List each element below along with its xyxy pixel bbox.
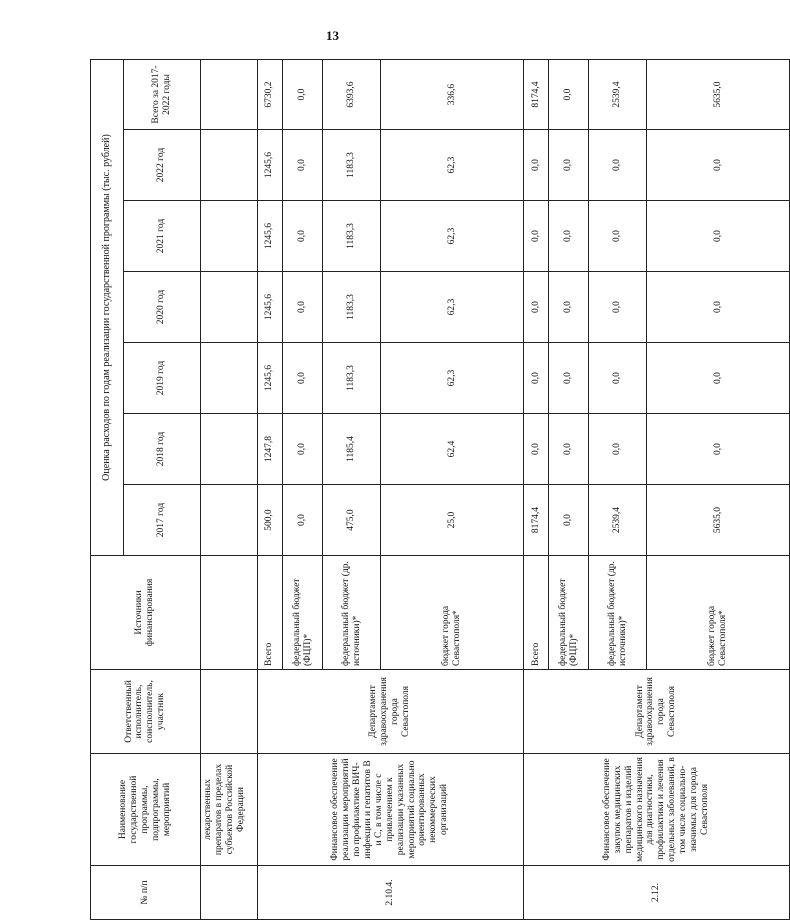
value-cell: 6393,6 xyxy=(322,59,380,129)
row-number: 2.12. xyxy=(523,866,789,920)
page-number: 13 xyxy=(326,28,339,43)
value-cell: 0,0 xyxy=(283,414,323,485)
value-cell: 62,3 xyxy=(381,272,523,343)
value-cell: 8174,4 xyxy=(523,59,549,129)
value-cell: 8174,4 xyxy=(523,485,549,556)
value-cell: 0,0 xyxy=(647,343,790,414)
value-cell: 1185,4 xyxy=(322,414,380,485)
continuation-row xyxy=(200,59,257,919)
header-responsible: Ответственный исполнитель, соисполнитель, участник xyxy=(91,670,201,754)
value-cell: 0,0 xyxy=(647,414,790,485)
header-year: 2020 год xyxy=(123,272,200,343)
budget-table xyxy=(90,59,790,920)
source-cell: федеральный бюджет (др. источники)* xyxy=(589,556,647,670)
value-cell: 0,0 xyxy=(589,130,647,201)
value-cell: 0,0 xyxy=(549,130,589,201)
continuation-empty xyxy=(200,670,257,754)
header-name: Наименование государственной программы, подпрограммы, мероприятий xyxy=(91,754,201,866)
value-cell: 1183,3 xyxy=(322,343,380,414)
value-cell: 0,0 xyxy=(549,201,589,272)
header-number: № п/п xyxy=(91,866,201,920)
value-cell: 0,0 xyxy=(523,414,549,485)
value-cell: 5635,0 xyxy=(647,59,790,129)
continuation-empty xyxy=(200,201,257,272)
header-row-1 xyxy=(91,59,124,919)
value-cell: 0,0 xyxy=(549,59,589,129)
value-cell: 1245,6 xyxy=(257,201,283,272)
continuation-empty xyxy=(200,414,257,485)
value-cell: 0,0 xyxy=(589,201,647,272)
header-total: Всего за 2017-2022 годы xyxy=(123,59,200,129)
continuation-empty xyxy=(200,556,257,670)
rotated-table-frame xyxy=(90,60,790,920)
value-cell: 0,0 xyxy=(647,201,790,272)
continuation-empty xyxy=(200,130,257,201)
header-estimate: Оценка расходов по годам реализации государственной программы (тыс. рублей) xyxy=(91,59,124,555)
source-cell: бюджет города Севастополя* xyxy=(647,556,790,670)
continuation-name: лекарственных препаратов в пределах субъектов Российской Федерации xyxy=(200,754,257,866)
value-cell: 0,0 xyxy=(523,201,549,272)
value-cell: 475,0 xyxy=(322,485,380,556)
table-container xyxy=(90,60,790,920)
row-responsible: Департамент здравоохранения города Севастополя xyxy=(257,670,523,754)
header-year: 2018 год xyxy=(123,414,200,485)
value-cell: 1183,3 xyxy=(322,130,380,201)
value-cell: 1245,6 xyxy=(257,130,283,201)
value-cell: 0,0 xyxy=(549,343,589,414)
table-row xyxy=(523,59,549,919)
value-cell: 0,0 xyxy=(589,343,647,414)
row-name: Финансовое обеспечение реализации мероприятий по профилактике ВИЧ-инфекции и гепатитов В и С, в том числе с привлечением к реализации указанных мероприятий социально ориентированных некоммерческих организаций xyxy=(257,754,523,866)
value-cell: 0,0 xyxy=(283,485,323,556)
row-name: Финансовое обеспечение закупок медицинских препаратов и изделий медицинского назначения для диагностики, профилактики и лечения отдельных заболеваний, в том числе социально-значимых для города Севастополя xyxy=(523,754,789,866)
continuation-empty xyxy=(200,272,257,343)
value-cell: 2539,4 xyxy=(589,59,647,129)
value-cell: 0,0 xyxy=(523,130,549,201)
value-cell: 0,0 xyxy=(283,272,323,343)
row-number: 2.10.4. xyxy=(257,866,523,920)
value-cell: 0,0 xyxy=(283,201,323,272)
value-cell: 1183,3 xyxy=(322,201,380,272)
value-cell: 1245,6 xyxy=(257,272,283,343)
table-row xyxy=(257,59,283,919)
value-cell: 6730,2 xyxy=(257,59,283,129)
continuation-empty xyxy=(200,59,257,129)
value-cell: 0,0 xyxy=(523,343,549,414)
header-year: 2022 год xyxy=(123,130,200,201)
source-cell: федеральный бюджет (др. источники)* xyxy=(322,556,380,670)
value-cell: 0,0 xyxy=(647,272,790,343)
value-cell: 0,0 xyxy=(283,59,323,129)
value-cell: 500,0 xyxy=(257,485,283,556)
source-cell: Всего xyxy=(257,556,283,670)
value-cell: 1245,6 xyxy=(257,343,283,414)
continuation-empty xyxy=(200,485,257,556)
value-cell: 336,6 xyxy=(381,59,523,129)
value-cell: 62,3 xyxy=(381,130,523,201)
header-year: 2017 год xyxy=(123,485,200,556)
value-cell: 0,0 xyxy=(549,485,589,556)
value-cell: 0,0 xyxy=(283,130,323,201)
value-cell: 5635,0 xyxy=(647,485,790,556)
value-cell: 62,4 xyxy=(381,414,523,485)
source-cell: бюджет города Севастополя* xyxy=(381,556,523,670)
header-sources: Источники финансирования xyxy=(91,556,201,670)
source-cell: Всего xyxy=(523,556,549,670)
continuation-number xyxy=(200,866,257,920)
value-cell: 0,0 xyxy=(589,414,647,485)
source-cell: федеральный бюджет (ФЦП)* xyxy=(283,556,323,670)
value-cell: 0,0 xyxy=(647,130,790,201)
header-year: 2021 год xyxy=(123,201,200,272)
header-year: 2019 год xyxy=(123,343,200,414)
source-cell: федеральный бюджет (ФЦП)* xyxy=(549,556,589,670)
value-cell: 0,0 xyxy=(523,272,549,343)
value-cell: 0,0 xyxy=(549,272,589,343)
value-cell: 1183,3 xyxy=(322,272,380,343)
value-cell: 0,0 xyxy=(549,414,589,485)
value-cell: 0,0 xyxy=(589,272,647,343)
value-cell: 25,0 xyxy=(381,485,523,556)
value-cell: 62,3 xyxy=(381,201,523,272)
value-cell: 0,0 xyxy=(283,343,323,414)
row-responsible: Департамент здравоохранения города Севастополя xyxy=(523,670,789,754)
value-cell: 62,3 xyxy=(381,343,523,414)
value-cell: 2539,4 xyxy=(589,485,647,556)
value-cell: 1247,8 xyxy=(257,414,283,485)
continuation-empty xyxy=(200,343,257,414)
